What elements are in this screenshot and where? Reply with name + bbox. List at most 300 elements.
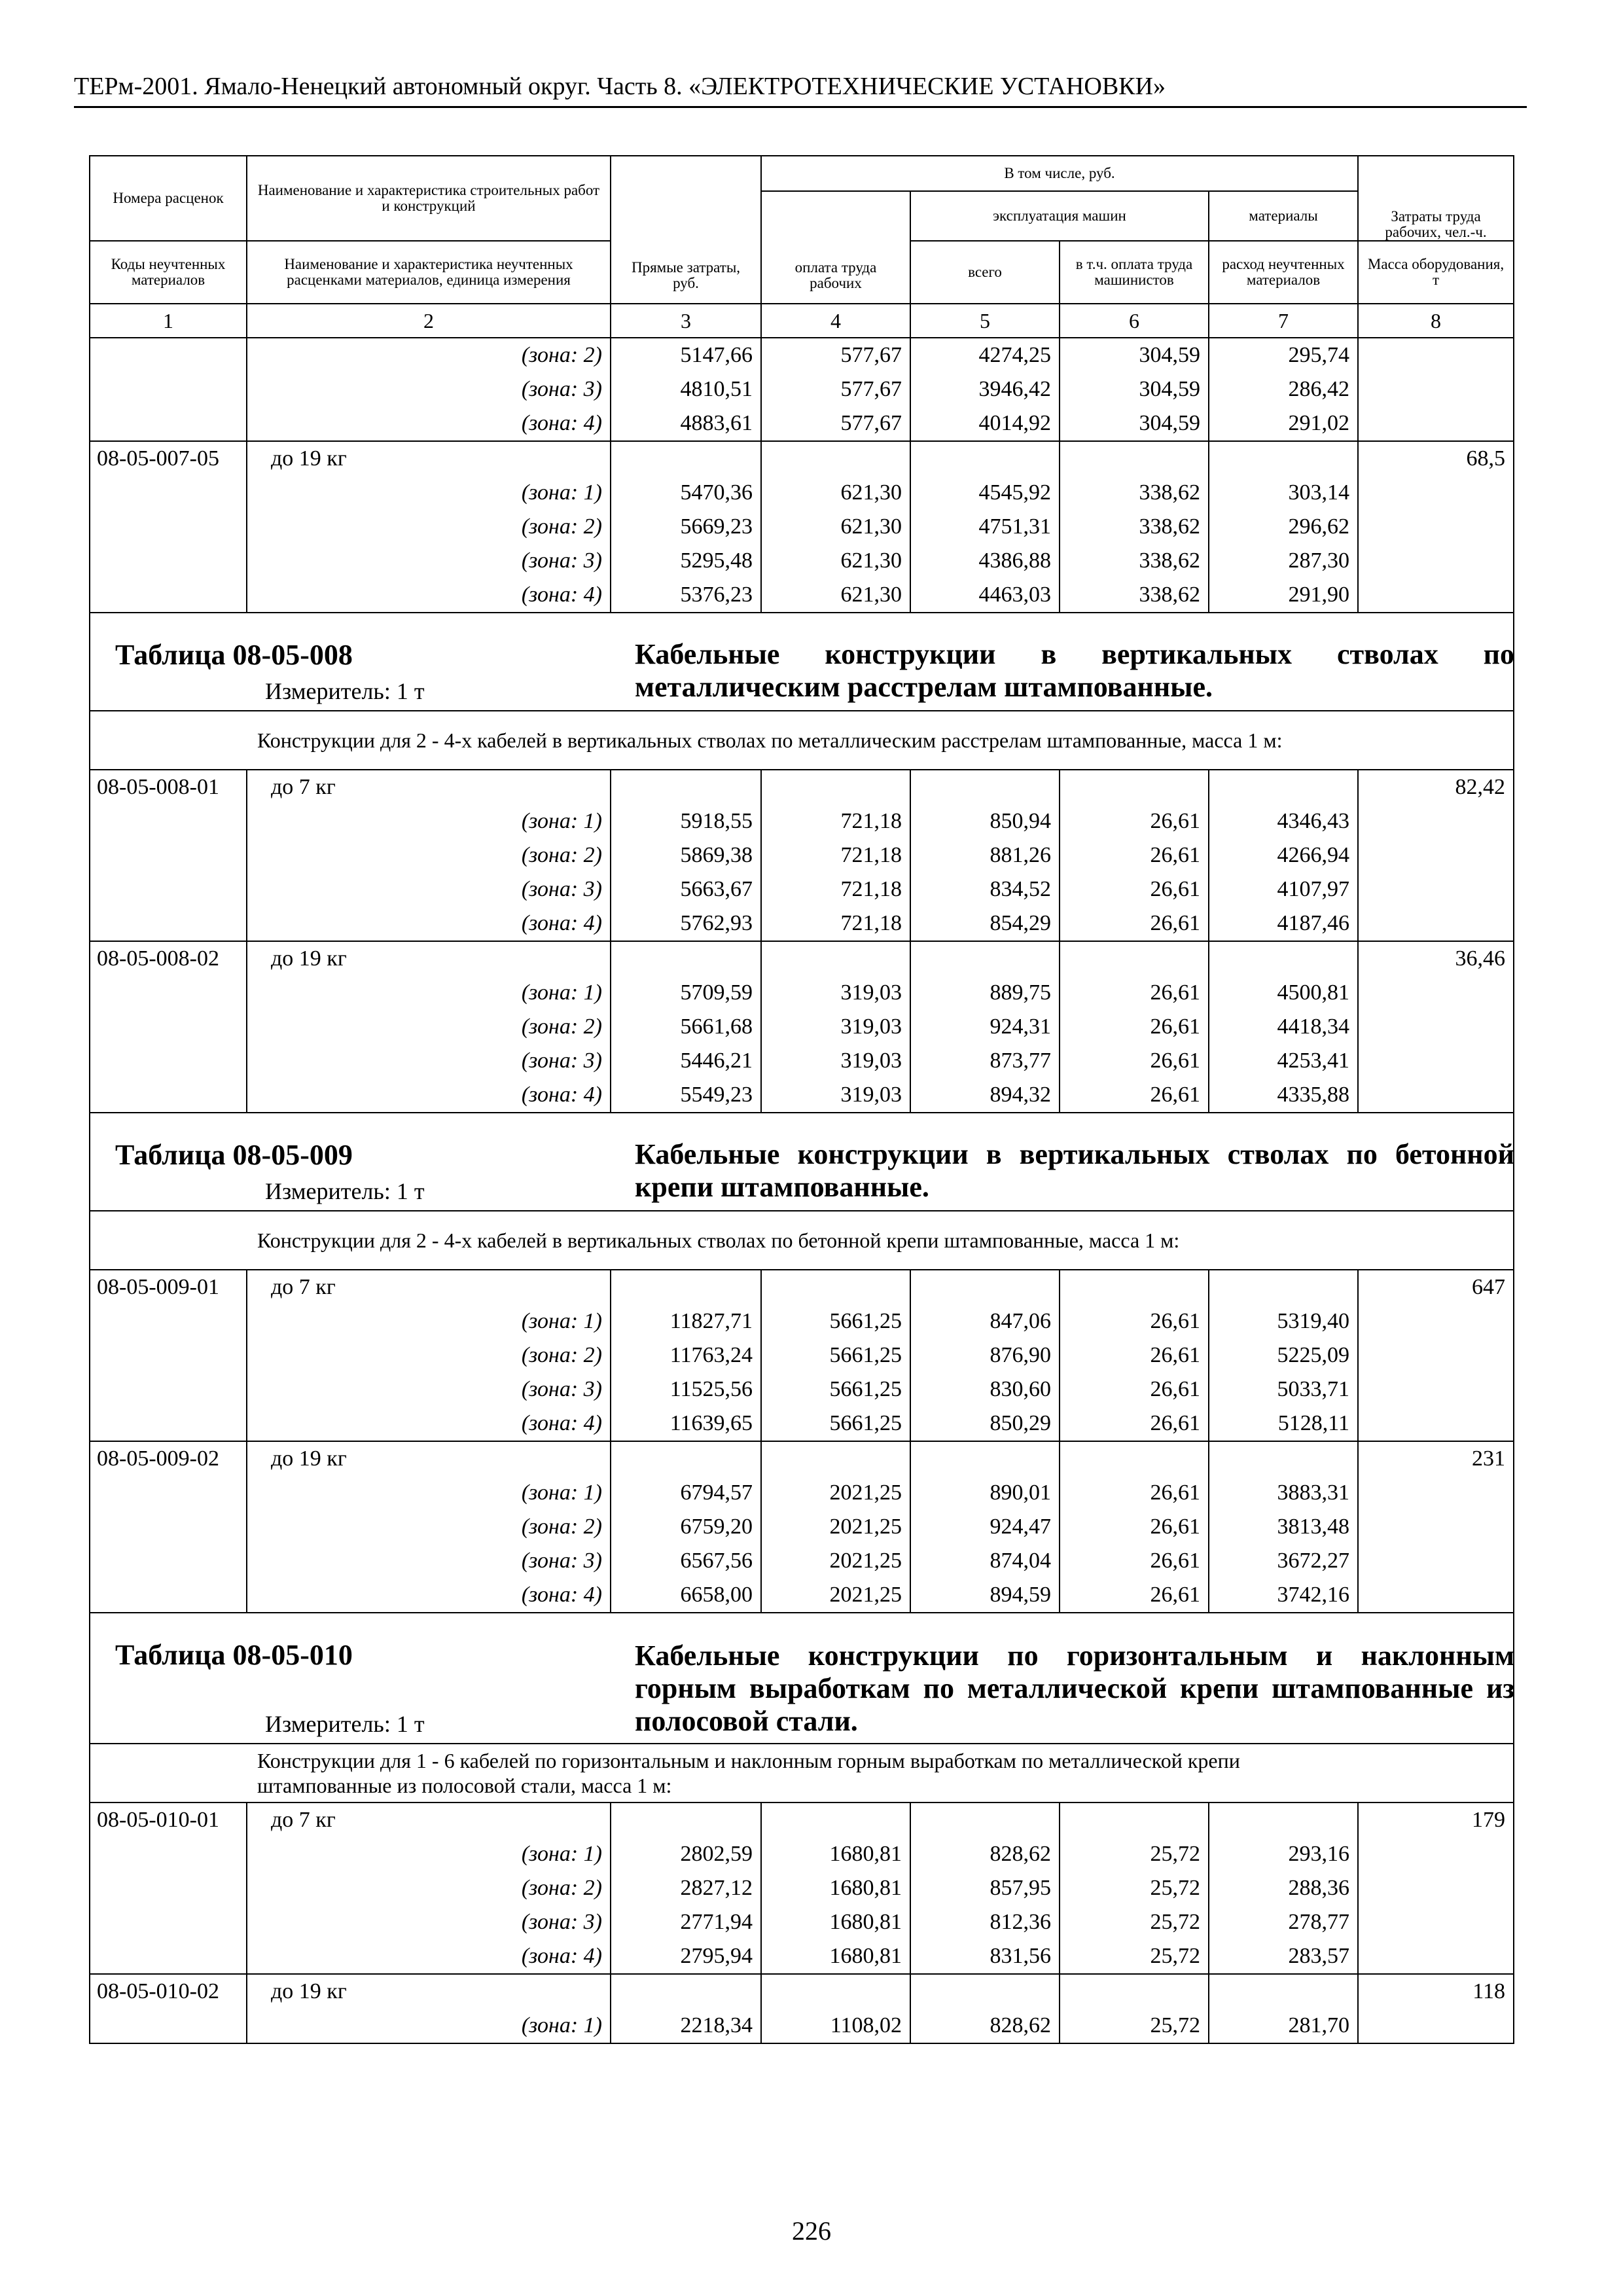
empty-cell	[90, 872, 247, 906]
empty-cell	[611, 1974, 761, 2009]
empty-cell	[1209, 441, 1358, 476]
item-code: 08-05-009-01	[90, 1270, 247, 1304]
table-caption: Кабельные конструкции в вертикальных стволах по металлическим расстрелам штампованные.	[635, 638, 1514, 703]
direct-cost: 11763,24	[611, 1338, 761, 1372]
machines-header: эксплуатация машин	[910, 191, 1209, 241]
labor-pay: 621,30	[761, 510, 910, 544]
empty-cell	[1060, 1974, 1209, 2009]
labor-value: 36,46	[1358, 941, 1514, 976]
zone-row	[90, 544, 1514, 578]
direct-cost: 4810,51	[611, 372, 761, 406]
zone-label: (зона: 3)	[247, 372, 611, 406]
machines-pay: 304,59	[1060, 372, 1209, 406]
empty-cell	[761, 770, 910, 804]
col-number: 3	[611, 304, 761, 338]
labor-pay: 577,67	[761, 338, 910, 372]
labor-pay: 319,03	[761, 1078, 910, 1113]
empty-cell	[761, 1974, 910, 2009]
machines-pay: 26,61	[1060, 804, 1209, 838]
empty-cell	[90, 1939, 247, 1974]
col2-top-header: Наименование и характеристика строительных работ и конструкций	[247, 156, 611, 241]
zone-row	[90, 1837, 1514, 1871]
zone-row	[90, 1544, 1514, 1578]
empty-cell	[1358, 1338, 1514, 1372]
col-number: 4	[761, 304, 910, 338]
machines-total: 4014,92	[910, 406, 1060, 441]
labor-value: 68,5	[1358, 441, 1514, 476]
machines-pay: 26,61	[1060, 906, 1209, 941]
labor-value: 118	[1358, 1974, 1514, 2009]
materials-cost: 291,90	[1209, 578, 1358, 613]
zone-row	[90, 338, 1514, 372]
materials-cost: 3742,16	[1209, 1578, 1358, 1613]
zone-label: (зона: 4)	[247, 406, 611, 441]
labor-pay: 5661,25	[761, 1338, 910, 1372]
direct-cost: 5669,23	[611, 510, 761, 544]
materials-cost: 281,70	[1209, 2009, 1358, 2043]
empty-cell	[910, 1803, 1060, 1837]
table-caption: Кабельные конструкции по горизонтальным и наклонным горным выработкам по металлической крепи штампованные из полосовой стали.	[635, 1640, 1514, 1737]
empty-cell	[1358, 804, 1514, 838]
materials-header: материалы	[1209, 191, 1358, 241]
empty-cell	[90, 476, 247, 510]
item-row	[90, 1441, 1514, 1476]
direct-cost: 5663,67	[611, 872, 761, 906]
zone-label: (зона: 3)	[247, 1044, 611, 1078]
empty-cell	[611, 1270, 761, 1304]
table-body	[90, 338, 1514, 2043]
empty-cell	[1209, 1974, 1358, 2009]
machines-total: 857,95	[910, 1871, 1060, 1905]
item-name: до 19 кг	[247, 1974, 611, 2009]
materials-cost: 3672,27	[1209, 1544, 1358, 1578]
labor-value: 647	[1358, 1270, 1514, 1304]
table-header	[90, 156, 1514, 338]
direct-cost: 5661,68	[611, 1010, 761, 1044]
item-name: до 7 кг	[247, 770, 611, 804]
machines-total: 873,77	[910, 1044, 1060, 1078]
col-number: 2	[247, 304, 611, 338]
header-rule	[74, 106, 1527, 108]
zone-label: (зона: 4)	[247, 1078, 611, 1113]
zone-row	[90, 372, 1514, 406]
machines-total: 812,36	[910, 1905, 1060, 1939]
item-row	[90, 1803, 1514, 1837]
machines-pay: 26,61	[1060, 1010, 1209, 1044]
direct-cost: 5295,48	[611, 544, 761, 578]
direct-cost: 2827,12	[611, 1871, 761, 1905]
table-caption: Кабельные конструкции в вертикальных стволах по бетонной крепи штампованные.	[635, 1138, 1514, 1203]
labor-value: 231	[1358, 1441, 1514, 1476]
direct-cost: 5762,93	[611, 906, 761, 941]
machines-pay: 26,61	[1060, 1578, 1209, 1613]
empty-cell	[1358, 872, 1514, 906]
empty-cell	[1358, 1476, 1514, 1510]
labor-pay: 621,30	[761, 578, 910, 613]
col-number: 7	[1209, 304, 1358, 338]
empty-cell	[910, 941, 1060, 976]
zone-label: (зона: 1)	[247, 1476, 611, 1510]
direct-cost: 5869,38	[611, 838, 761, 872]
materials-cost: 4107,97	[1209, 872, 1358, 906]
machines-pay: 26,61	[1060, 1476, 1209, 1510]
item-row	[90, 941, 1514, 976]
empty-cell	[90, 1905, 247, 1939]
materials-cost: 4266,94	[1209, 838, 1358, 872]
zone-row	[90, 1871, 1514, 1905]
empty-cell	[910, 1270, 1060, 1304]
labor-pay: 721,18	[761, 804, 910, 838]
machines-total: 894,32	[910, 1078, 1060, 1113]
table-meter: Измеритель: 1 т	[265, 1711, 425, 1737]
direct-cost: 2771,94	[611, 1905, 761, 1939]
page-number: 226	[792, 2216, 831, 2246]
empty-cell	[1358, 1407, 1514, 1441]
labor-pay: 721,18	[761, 906, 910, 941]
labor-pay: 2021,25	[761, 1476, 910, 1510]
machines-pay: 25,72	[1060, 2009, 1209, 2043]
empty-cell	[1060, 1803, 1209, 1837]
zone-label: (зона: 2)	[247, 1510, 611, 1544]
item-name: до 19 кг	[247, 1441, 611, 1476]
machines-total: 831,56	[910, 1939, 1060, 1974]
empty-cell	[1060, 941, 1209, 976]
empty-cell	[611, 1441, 761, 1476]
machines-total-header: всего	[910, 241, 1060, 304]
zone-row	[90, 906, 1514, 941]
direct-cost: 5918,55	[611, 804, 761, 838]
table-number: Таблица 08-05-010	[115, 1639, 353, 1671]
item-code: 08-05-010-01	[90, 1803, 247, 1837]
machines-total: 830,60	[910, 1372, 1060, 1407]
empty-cell	[90, 1544, 247, 1578]
table-subtitle: Конструкции для 1 - 6 кабелей по горизонтальным и наклонным горным выработкам по металлической крепи штампованные из полосовой стали, масса 1 м:	[90, 1744, 1514, 1803]
machines-pay: 26,61	[1060, 838, 1209, 872]
direct-cost: 6759,20	[611, 1510, 761, 1544]
table-number: Таблица 08-05-008	[115, 639, 353, 671]
col1-bottom-header: Коды неучтенных материалов	[90, 241, 247, 304]
empty-cell	[761, 1803, 910, 1837]
subtitle-row	[90, 1744, 1514, 1803]
zone-row	[90, 1010, 1514, 1044]
materials-cost: 5225,09	[1209, 1338, 1358, 1372]
materials-cost: 287,30	[1209, 544, 1358, 578]
empty-cell	[910, 770, 1060, 804]
zone-label: (зона: 1)	[247, 1304, 611, 1338]
direct-cost: 6658,00	[611, 1578, 761, 1613]
empty-cell	[90, 906, 247, 941]
zone-label: (зона: 3)	[247, 872, 611, 906]
zone-label: (зона: 4)	[247, 578, 611, 613]
labor-pay: 2021,25	[761, 1544, 910, 1578]
empty-cell	[90, 578, 247, 613]
zone-label: (зона: 1)	[247, 804, 611, 838]
machines-pay: 338,62	[1060, 476, 1209, 510]
zone-label: (зона: 2)	[247, 338, 611, 372]
machines-total: 4751,31	[910, 510, 1060, 544]
machines-pay: 26,61	[1060, 1407, 1209, 1441]
zone-row	[90, 510, 1514, 544]
item-code: 08-05-007-05	[90, 441, 247, 476]
machines-total: 4386,88	[910, 544, 1060, 578]
machines-total: 4463,03	[910, 578, 1060, 613]
zone-row	[90, 804, 1514, 838]
machines-total: 890,01	[910, 1476, 1060, 1510]
machines-pay: 26,61	[1060, 976, 1209, 1010]
zone-label: (зона: 4)	[247, 1939, 611, 1974]
machines-pay: 26,61	[1060, 1372, 1209, 1407]
zone-row	[90, 1078, 1514, 1113]
zone-label: (зона: 4)	[247, 1407, 611, 1441]
empty-cell	[1358, 1044, 1514, 1078]
table-meter: Измеритель: 1 т	[265, 1178, 425, 1204]
direct-cost: 2218,34	[611, 2009, 761, 2043]
zone-row	[90, 1372, 1514, 1407]
machines-pay: 338,62	[1060, 510, 1209, 544]
zone-row	[90, 2009, 1514, 2043]
labor-pay: 319,03	[761, 976, 910, 1010]
empty-cell	[1358, 338, 1514, 372]
direct-cost: 5147,66	[611, 338, 761, 372]
zone-label: (зона: 3)	[247, 1372, 611, 1407]
machines-pay: 338,62	[1060, 578, 1209, 613]
labor-pay: 1680,81	[761, 1939, 910, 1974]
machines-pay: 25,72	[1060, 1871, 1209, 1905]
table-title-row	[90, 1613, 1514, 1744]
empty-cell	[1358, 1304, 1514, 1338]
empty-cell	[761, 1441, 910, 1476]
zone-row	[90, 476, 1514, 510]
machines-total: 828,62	[910, 2009, 1060, 2043]
machines-total: 4274,25	[910, 338, 1060, 372]
labor-pay: 319,03	[761, 1044, 910, 1078]
empty-cell	[90, 338, 247, 372]
direct-cost: 2802,59	[611, 1837, 761, 1871]
empty-cell	[90, 1338, 247, 1372]
machines-total: 924,47	[910, 1510, 1060, 1544]
labor-pay: 5661,25	[761, 1407, 910, 1441]
machines-total: 4545,92	[910, 476, 1060, 510]
mass-header: Масса оборудования, т	[1358, 241, 1514, 304]
empty-cell	[90, 1044, 247, 1078]
zone-row	[90, 1578, 1514, 1613]
materials-cost: 291,02	[1209, 406, 1358, 441]
zone-row	[90, 1476, 1514, 1510]
item-name: до 19 кг	[247, 441, 611, 476]
empty-cell	[910, 1441, 1060, 1476]
table-subtitle: Конструкции для 2 - 4-х кабелей в вертикальных стволах по металлическим расстрелам штампованные, масса 1 м:	[90, 711, 1514, 770]
zone-row	[90, 976, 1514, 1010]
direct-cost: 11639,65	[611, 1407, 761, 1441]
labor-value: 82,42	[1358, 770, 1514, 804]
empty-cell	[611, 941, 761, 976]
empty-cell	[90, 1407, 247, 1441]
materials-cost: 4335,88	[1209, 1078, 1358, 1113]
machines-pay: 26,61	[1060, 1338, 1209, 1372]
empty-cell	[1358, 838, 1514, 872]
materials-cost: 5319,40	[1209, 1304, 1358, 1338]
table-number: Таблица 08-05-009	[115, 1139, 353, 1171]
empty-cell	[90, 1578, 247, 1613]
zone-label: (зона: 4)	[247, 906, 611, 941]
item-row	[90, 1270, 1514, 1304]
col1-top-header: Номера расценок	[90, 156, 247, 241]
materials-sub-header: расход неучтенных материалов	[1209, 241, 1358, 304]
machines-pay: 26,61	[1060, 1078, 1209, 1113]
machines-total: 874,04	[910, 1544, 1060, 1578]
empty-cell	[90, 510, 247, 544]
empty-cell	[90, 2009, 247, 2043]
item-name: до 7 кг	[247, 1270, 611, 1304]
direct-cost: 11827,71	[611, 1304, 761, 1338]
empty-cell	[910, 441, 1060, 476]
machines-pay: 25,72	[1060, 1939, 1209, 1974]
empty-cell	[611, 1803, 761, 1837]
table-subtitle: Конструкции для 2 - 4-х кабелей в вертикальных стволах по бетонной крепи штампованные, масса 1 м:	[90, 1211, 1514, 1270]
direct-cost: 2795,94	[611, 1939, 761, 1974]
empty-cell	[90, 838, 247, 872]
machines-pay: 26,61	[1060, 872, 1209, 906]
labor-pay: 621,30	[761, 476, 910, 510]
zone-label: (зона: 3)	[247, 1905, 611, 1939]
item-code: 08-05-008-02	[90, 941, 247, 976]
materials-cost: 4418,34	[1209, 1010, 1358, 1044]
machines-pay: 338,62	[1060, 544, 1209, 578]
zone-label: (зона: 2)	[247, 1010, 611, 1044]
empty-cell	[611, 770, 761, 804]
labor-pay: 721,18	[761, 872, 910, 906]
table-title-cell	[90, 613, 1514, 711]
machines-total: 850,94	[910, 804, 1060, 838]
empty-cell	[1358, 1939, 1514, 1974]
materials-cost: 295,74	[1209, 338, 1358, 372]
machines-pay: 304,59	[1060, 406, 1209, 441]
labor-pay: 319,03	[761, 1010, 910, 1044]
zone-label: (зона: 1)	[247, 2009, 611, 2043]
empty-cell	[1060, 770, 1209, 804]
empty-cell	[1358, 406, 1514, 441]
empty-cell	[1358, 544, 1514, 578]
zone-row	[90, 578, 1514, 613]
direct-cost: 4883,61	[611, 406, 761, 441]
empty-cell	[90, 544, 247, 578]
zone-label: (зона: 1)	[247, 1837, 611, 1871]
empty-cell	[90, 1510, 247, 1544]
col-number: 1	[90, 304, 247, 338]
machines-total: 854,29	[910, 906, 1060, 941]
empty-cell	[1209, 1441, 1358, 1476]
materials-cost: 293,16	[1209, 1837, 1358, 1871]
direct-costs-header: Прямые затраты, руб.	[611, 156, 761, 304]
zone-row	[90, 872, 1514, 906]
machines-pay: 26,61	[1060, 1304, 1209, 1338]
item-code: 08-05-010-02	[90, 1974, 247, 2009]
zone-label: (зона: 3)	[247, 544, 611, 578]
materials-cost: 4187,46	[1209, 906, 1358, 941]
empty-cell	[90, 1372, 247, 1407]
col-number: 8	[1358, 304, 1514, 338]
empty-cell	[1358, 976, 1514, 1010]
page-header: ТЕРм-2001. Ямало-Ненецкий автономный округ. Часть 8. «ЭЛЕКТРОТЕХНИЧЕСКИЕ УСТАНОВКИ»	[74, 73, 1166, 100]
zone-label: (зона: 1)	[247, 476, 611, 510]
materials-cost: 296,62	[1209, 510, 1358, 544]
empty-cell	[90, 1476, 247, 1510]
direct-cost: 5709,59	[611, 976, 761, 1010]
empty-cell	[1358, 2009, 1514, 2043]
direct-cost: 5446,21	[611, 1044, 761, 1078]
empty-cell	[1358, 1544, 1514, 1578]
empty-cell	[1358, 1078, 1514, 1113]
table-title-cell	[90, 1113, 1514, 1211]
empty-cell	[1358, 906, 1514, 941]
table-meter: Измеритель: 1 т	[265, 678, 425, 704]
direct-cost: 6794,57	[611, 1476, 761, 1510]
machines-pay: 26,61	[1060, 1044, 1209, 1078]
empty-cell	[1209, 941, 1358, 976]
machines-total: 894,59	[910, 1578, 1060, 1613]
item-code: 08-05-009-02	[90, 1441, 247, 1476]
item-row	[90, 441, 1514, 476]
labor-pay: 5661,25	[761, 1304, 910, 1338]
empty-cell	[1358, 1510, 1514, 1544]
machines-total: 834,52	[910, 872, 1060, 906]
col2-bottom-header: Наименование и характеристика неучтенных расценками материалов, единица измерения	[247, 241, 611, 304]
empty-cell	[761, 1270, 910, 1304]
direct-cost: 6567,56	[611, 1544, 761, 1578]
zone-row	[90, 1905, 1514, 1939]
materials-cost: 288,36	[1209, 1871, 1358, 1905]
labor-pay: 1680,81	[761, 1871, 910, 1905]
labor-pay: 2021,25	[761, 1578, 910, 1613]
empty-cell	[90, 976, 247, 1010]
empty-cell	[90, 406, 247, 441]
materials-cost: 5033,71	[1209, 1372, 1358, 1407]
including-header: В том числе, руб.	[761, 156, 1358, 191]
empty-cell	[1060, 1270, 1209, 1304]
item-code: 08-05-008-01	[90, 770, 247, 804]
empty-cell	[90, 1871, 247, 1905]
zone-row	[90, 838, 1514, 872]
zone-row	[90, 406, 1514, 441]
materials-cost: 286,42	[1209, 372, 1358, 406]
materials-cost: 4500,81	[1209, 976, 1358, 1010]
item-row	[90, 770, 1514, 804]
empty-cell	[90, 1078, 247, 1113]
empty-cell	[1358, 1578, 1514, 1613]
table-title-row	[90, 1113, 1514, 1211]
empty-cell	[1060, 1441, 1209, 1476]
machines-total: 924,31	[910, 1010, 1060, 1044]
materials-cost: 283,57	[1209, 1939, 1358, 1974]
empty-cell	[1358, 476, 1514, 510]
direct-cost: 5470,36	[611, 476, 761, 510]
machines-pay: 26,61	[1060, 1510, 1209, 1544]
zone-label: (зона: 4)	[247, 1578, 611, 1613]
empty-cell	[90, 804, 247, 838]
empty-cell	[1358, 372, 1514, 406]
empty-cell	[90, 1010, 247, 1044]
item-name: до 7 кг	[247, 1803, 611, 1837]
empty-cell	[1358, 1010, 1514, 1044]
col-number: 5	[910, 304, 1060, 338]
empty-cell	[90, 1304, 247, 1338]
table-title-cell	[90, 1613, 1514, 1744]
empty-cell	[90, 1837, 247, 1871]
zone-label: (зона: 2)	[247, 1338, 611, 1372]
empty-cell	[1209, 1803, 1358, 1837]
materials-cost: 3883,31	[1209, 1476, 1358, 1510]
empty-cell	[1209, 1270, 1358, 1304]
